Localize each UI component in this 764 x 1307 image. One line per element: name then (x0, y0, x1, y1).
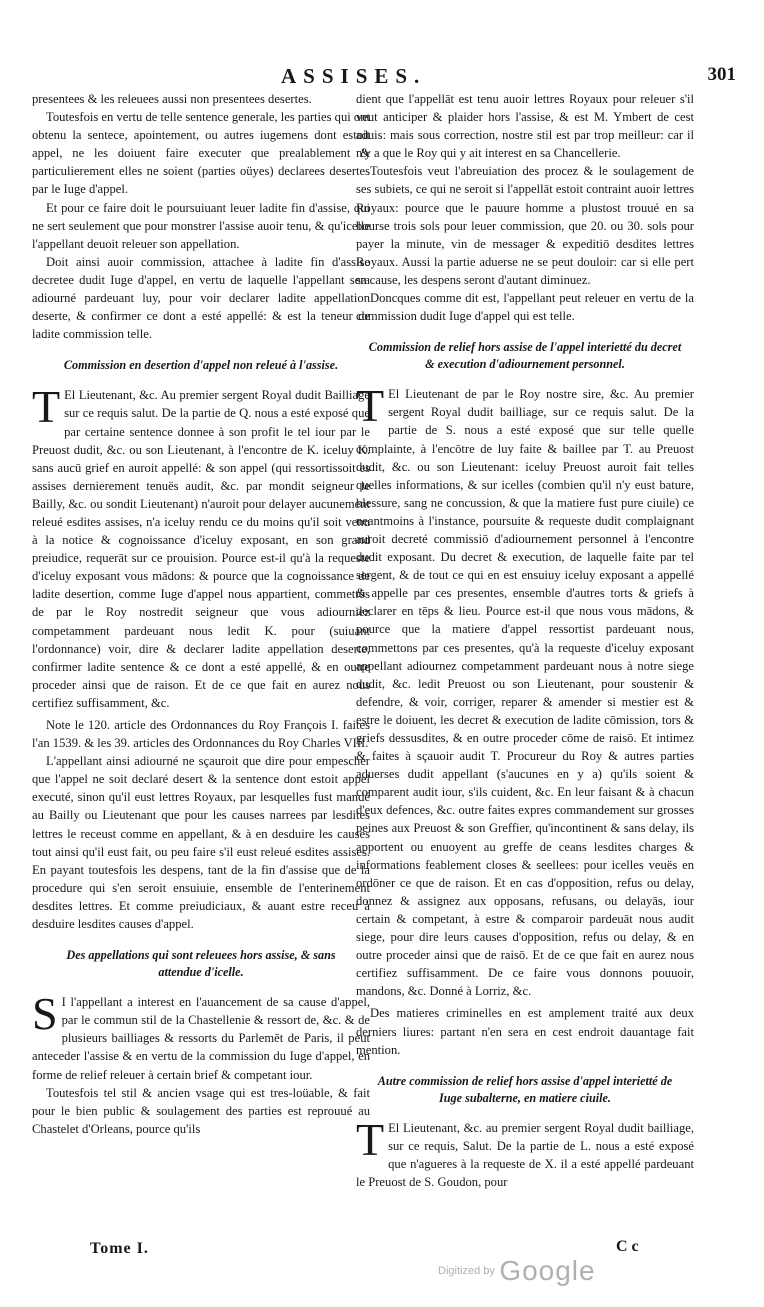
section-heading: Des appellations qui sont releuees hors assise, & sans attendue d'icelle. (66, 948, 336, 980)
paragraph-text: El Lieutenant de par le Roy nostre sire, &c. Au premier sergent Royal dudit bailliage, sur ce requis salut. De la partie de S. nous a esté exposé que sur telle quelle complainte, à l'encōtre de luy faite & baillee par T. au Preuost dudit, &c. ou son Lieutenant: iceluy Preuost auroit fait telles quelles informations, & sur icelles (combien qu'il n'y eust bature, blessure, sang ne concussion, & que la matiere fust pure ciuile) ce neantmoins à l'instance, poursuite & requeste dudit complaignant auroit decreté commissiō d'adiournement personnel à l'encontre dudit exposant. Du decret & execution, de laquelle faite par tel sergent, & de tout ce qui en est ensuiuy iceluy exposant a appellé & appelle par ces presentes, ensemble d'autres torts & griefs à declarer en tēps & lieu. Pource est-il que nous vous mādons, & pource que la matiere d'appel ressortist pardeuant nous, commettons par ces presentes, qu'à la requeste d'iceluy exposant appellant adiournez competamment pardeuant nous à notre siege dudit, &c. ledit Preuost ou son Lieutenant, pour soustenir & defendre, & voir, corriger, reparer & amender si mestier est & estre le doiuent, les decret & execution de ladite cōmission, tors & griefs dessusdites, & en outre proceder cōme de raisō. Et intimez & faites à sçauoir audit T. Procureur du Roy & autres parties aduerses dudit appellant (s'aucunes en y a) qu'ils soient & comparent audit iour, s'ils cuident, &c. En leur faisant & à chacun d'eux defences, &c. outre faites expres commandement sur grosses peines aux Preuost & son Greffier, qu'incontinent & sans delay, ils apportent ou enuoyent au greffe de ceans lesdites charges & informations feablement closes & seellees: pour icelles veuës en ordōner ce que de raison. Et en cas d'opposition, refus ou delay, donnez & assignez aux opposans, refusans, ou delayās, iour certain & competant, à estre & comparoir pardeuāt nous audit siege, pour dire leurs causes d'opposition, refus ou delay, & en outre proceder ainsi que de raisō. Et de ce que fait en aurez nous certifiez suffisamment. De ce faire vous donnons pouuoir, mandons, &c. Donné à Lorriz, &c. (356, 387, 694, 999)
paragraph: Toutesfois tel stil & ancien vsage qui est tres-loüable, & fait pour le bien public & soulagement des parties est reprouué au Chastelet d'Orleans, pource qu'ils (32, 1085, 370, 1136)
paragraph: Doncques comme dit est, l'appellant peut releuer en vertu de la commission dudit Iuge d'appel qui est telle. (356, 291, 694, 324)
drop-cap: S (32, 988, 58, 1040)
paragraph: L'appellant ainsi adiourné ne sçauroit que dire pour empescher que l'appel ne soit declaré desert & la sentence dont estoit appel executé, sinon qu'il eust lettres Royaux, par lesquelles fust mandé au Bailly ou Lieutenant que pour les causes narrees par lesdites lettres le receust comme en appellant, & à en desduire les causes tout ainsi qu'il eust fait, ou peu faire s'il eust releué esdites assises. En payant toutesfois les despens, tant de la fin d'assise que de la procedure qui s'en seroit ensuiuie, ensemble de l'enterinement desdites lettres. Et comme preiudiciaux, & auant estre receu à desduire lesdites causes d'appel. (32, 754, 370, 932)
digitization-watermark (438, 1255, 596, 1287)
watermark-logo: Google (499, 1255, 596, 1286)
paragraph-text: El Lieutenant, &c. au premier sergent Royal dudit bailliage, sur ce requis, Salut. De la partie de L. nous a esté exposé que n'agueres à la requeste de X. il a esté appellé pardeuant le Preuost de S. Goudon, pour (356, 1120, 694, 1189)
section-heading: Commission de relief hors assise de l'appel interietté du decret & execution d'adiournement personnel. (368, 340, 682, 372)
volume-label: Tome I. (90, 1240, 149, 1257)
running-title: ASSISES. (281, 64, 427, 88)
signature-mark: C c (616, 1238, 639, 1255)
paragraph-with-dropcap (356, 1113, 694, 1191)
drop-cap: T (32, 381, 61, 433)
paragraph-with-dropcap (356, 380, 694, 1000)
right-column (356, 90, 694, 1191)
paragraph-with-dropcap (32, 988, 370, 1083)
paragraph: dient que l'appellāt est tenu auoir lettres Royaux pour releuer s'il veut anticiper & plaider hors l'assise, & est M. Ymbert de cest aduis: mais sous correction, nostre stil est par trop meilleur: car il n'y a que le Roy qui y ait interest en sa Chancellerie. (356, 92, 694, 161)
paragraph-with-dropcap (32, 381, 370, 712)
section-heading: Autre commission de relief hors assise d'appel interietté de Iuge subalterne, en matiere ciuile. (377, 1073, 673, 1105)
book-page (26, 60, 736, 1257)
paragraph: presentees & les releuees aussi non presentees desertes. (32, 92, 312, 106)
watermark-prefix: Digitized by (438, 1265, 495, 1277)
paragraph: Doit ainsi auoir commission, attachee à ladite fin d'assise decretee dudit Iuge d'appel, en vertu de laquelle l'appellant sera adiourné pardeuant luy, pour voir declarer ladite appellation deserte, & confirmer ce dont a esté appellé: & est la teneur de ladite commission telle. (32, 254, 370, 342)
paragraph: Toutesfois en vertu de telle sentence generale, les parties qui ont obtenu la sentece, apointement, ou autres iugemens dont estoit appel, ne les doiuent faire executer que prealablement & particulierement elles ne soient (parties oüyes) declarees desertes par le Iuge d'appel. (32, 110, 370, 197)
drop-cap: T (356, 1113, 385, 1165)
paragraph: Note le 120. article des Ordonnances du Roy François I. faites l'an 1539. & les 39. articles des Ordonnances du Roy Charles VIII. (32, 718, 370, 751)
paragraph: Et pour ce faire doit le poursuiuant leuer ladite fin d'assise, qui ne sert seulement que pour monstrer l'assise auoir tenu, & qu'icelle l'appellant deuoit releuer son appellation. (32, 200, 370, 251)
left-column (32, 90, 370, 1138)
paragraph: Des matieres criminelles en est amplement traité aux deux derniers liures: partant n'en sera en cest endroit dauantage fait mention. (356, 1006, 694, 1057)
paragraph-text: El Lieutenant, &c. Au premier sergent Royal dudit Bailliage sur ce requis salut. De la partie de Q. nous a esté exposé que par certaine sentence donnee à son profit le tel iour par le Preuost dudit, &c. ou son Lieutenant, à l'encontre de K. iceluy K. sans aucū grief en auroit appellé: & son appel (qui ressortissoit es assises dernierement tenuës audit, &c. par mondit seigneur le Bailly, &c. ou sondit Lieutenant) n'auroit pour delayer aucunement releué esdites assises, n'a iceluy rendu ce du moins qu'il soit venu à la notice & cognoissance d'iceluy exposant, en son grand preiudice, requerāt sur ce prouision. Pource est-il qu'à la requeste d'iceluy exposant vous mādons: & pource que la cognoissance de ladite desertion, comme Iuge d'appel nous appartient, commettōs de par le Roy nostredit seigneur que vous adiourniez competamment pardeuant nous ledit K. pour (suiuant l'ordonnance) voir, dire & declarer ladite appellation deserte, confirmer ladite sentence & ce dont a esté appellé, & en outre proceder ainsi que de raison. Et de ce que fait en aurez nous certifiez suffisamment, &c. (32, 388, 370, 710)
page-number: 301 (707, 64, 736, 85)
drop-cap: T (356, 380, 385, 432)
paragraph: Toutesfois veut l'abreuiation des procez & le soulagement de ses subiets, ce qui ne seroit si l'appellāt estoit contraint auoir lettres Royaux: pource que le pauure homme a plustost trouué en sa bourse trois sols pour leuer commission, que 20. ou 30. sols pour payer la minute, vin de messager & expeditiō desdites lettres Royaux. Aussi la partie aduerse ne se peut douloir: car si elle pert sa cause, les despens seront d'autant diminuez. (356, 164, 695, 287)
section-heading: Commission en desertion d'appel non releué à l'assise. (63, 358, 339, 373)
paragraph-text: I l'appellant a interest en l'auancement de sa cause d'appel, par le commun stil de la Chastellenie & ressort de, &c. & de plusieurs bailliages & ressorts du Parlemēt de Paris, il peut anteceder l'assise & en vertu de la commission du Iuge d'appel, en forme de relief releuer à certain brief & competant iour. (32, 995, 370, 1082)
